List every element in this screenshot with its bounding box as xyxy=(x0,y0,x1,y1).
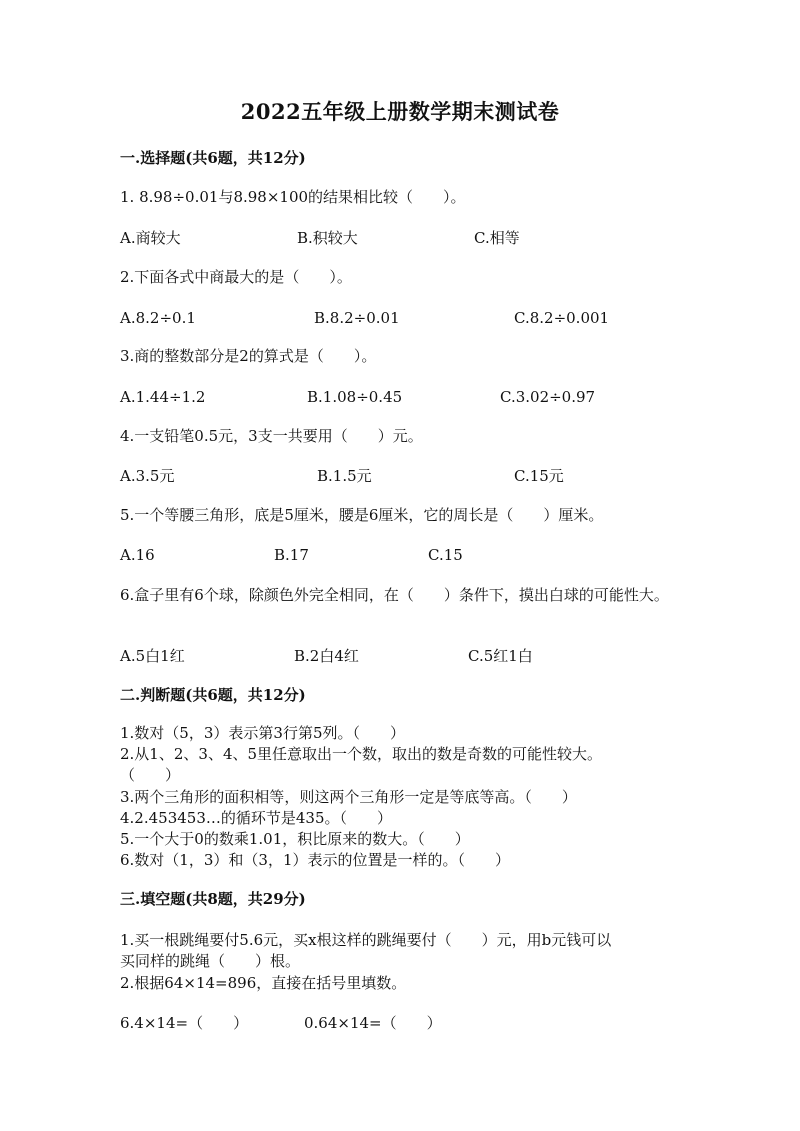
choice-question-3: 3.商的整数部分是2的算式是（ ）。 xyxy=(120,347,377,365)
choice-question-4: 4.一支铅笔0.5元，3支一共要用（ ）元。 xyxy=(120,427,423,445)
choice-2-option-b: B.8.2÷0.01 xyxy=(314,309,400,327)
section-heading-choice: 一.选择题(共6题，共12分) xyxy=(120,149,306,167)
choice-6-option-b: B.2白4红 xyxy=(294,647,359,665)
fill-question-2: 2.根据64×14=896，直接在括号里填数。 xyxy=(120,974,407,992)
fill-question-2-part-b: 0.64×14=（ ） xyxy=(304,1014,442,1032)
section-heading-fill: 三.填空题(共8题，共29分) xyxy=(120,890,306,908)
judge-item-3: 3.两个三角形的面积相等，则这两个三角形一定是等底等高。（ ） xyxy=(120,788,577,806)
judge-item-6: 6.数对（1，3）和（3，1）表示的位置是一样的。（ ） xyxy=(120,851,510,869)
page-title: 2022五年级上册数学期末测试卷 xyxy=(240,99,560,124)
fill-question-2-part-a: 6.4×14=（ ） xyxy=(120,1014,249,1032)
fill-question-1-line-1: 1.买一根跳绳要付5.6元，买x根这样的跳绳要付（ ）元，用b元钱可以 xyxy=(120,931,612,949)
section-heading-judge: 二.判断题(共6题，共12分) xyxy=(120,686,306,704)
choice-4-option-c: C.15元 xyxy=(514,467,564,485)
choice-5-option-b: B.17 xyxy=(274,546,309,564)
choice-3-option-c: C.3.02÷0.97 xyxy=(500,388,596,406)
judge-item-1: 1.数对（5，3）表示第3行第5列。（ ） xyxy=(120,724,405,742)
choice-4-option-b: B.1.5元 xyxy=(317,467,372,485)
choice-5-option-a: A.16 xyxy=(120,546,155,564)
choice-6-option-a: A.5白1红 xyxy=(120,647,185,665)
choice-question-2: 2.下面各式中商最大的是（ ）。 xyxy=(120,268,352,286)
choice-question-1: 1. 8.98÷0.01与8.98×100的结果相比较（ ）。 xyxy=(120,188,466,206)
choice-2-option-a: A.8.2÷0.1 xyxy=(120,309,196,327)
judge-item-2: 2.从1、2、3、4、5里任意取出一个数，取出的数是奇数的可能性较大。 xyxy=(120,745,603,763)
choice-question-5: 5.一个等腰三角形，底是5厘米，腰是6厘米，它的周长是（ ）厘米。 xyxy=(120,506,604,524)
choice-2-option-c: C.8.2÷0.001 xyxy=(514,309,610,327)
choice-4-option-a: A.3.5元 xyxy=(120,467,175,485)
choice-1-option-b: B.积较大 xyxy=(297,229,358,247)
choice-5-option-c: C.15 xyxy=(428,546,463,564)
choice-3-option-a: A.1.44÷1.2 xyxy=(120,388,206,406)
judge-item-4: 4.2.453453…的循环节是435。（ ） xyxy=(120,809,393,827)
choice-1-option-a: A.商较大 xyxy=(120,229,181,247)
choice-question-6: 6.盒子里有6个球，除颜色外完全相同，在（ ）条件下，摸出白球的可能性大。 xyxy=(120,586,669,604)
choice-1-option-c: C.相等 xyxy=(474,229,520,247)
choice-3-option-b: B.1.08÷0.45 xyxy=(307,388,403,406)
choice-6-option-c: C.5红1白 xyxy=(468,647,533,665)
fill-question-1-line-2: 买同样的跳绳（ ）根。 xyxy=(120,952,301,970)
judge-item-2-blank: （ ） xyxy=(120,766,181,784)
judge-item-5: 5.一个大于0的数乘1.01，积比原来的数大。（ ） xyxy=(120,830,470,848)
